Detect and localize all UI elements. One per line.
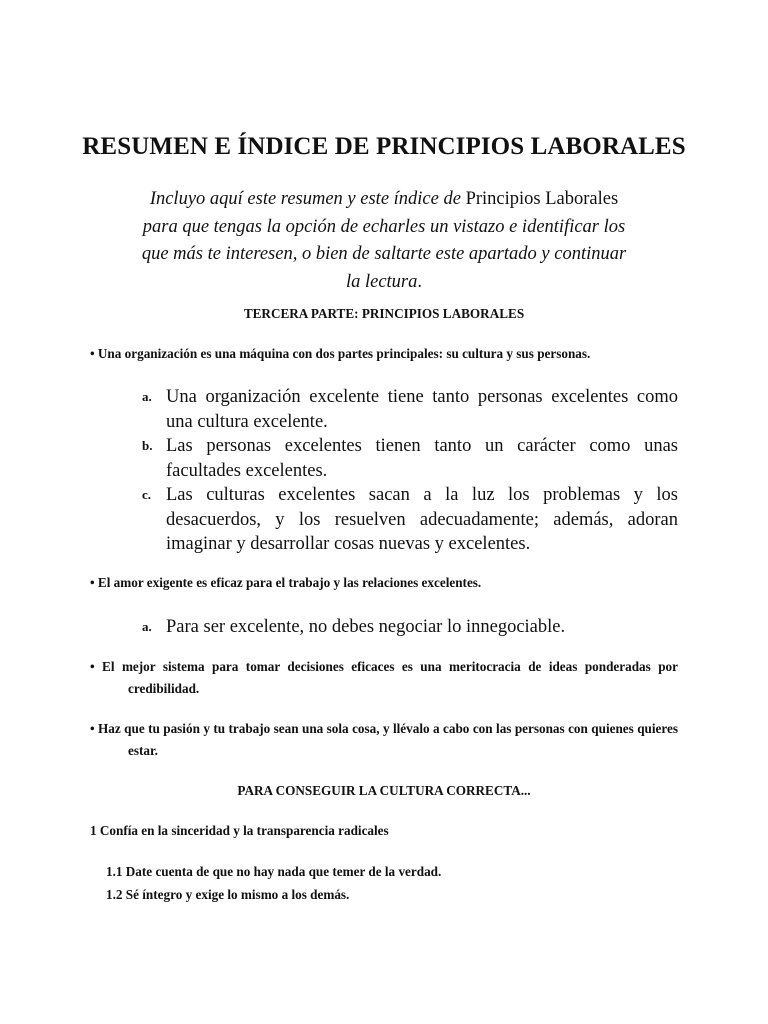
intro-paragraph	[134, 186, 634, 296]
intro-text-part1: Incluyo aquí este resumen y este índice de	[149, 189, 466, 209]
sub-item	[142, 482, 678, 557]
sub-item-marker: c.	[142, 487, 152, 502]
sub-item-text: Las culturas excelentes sacan a la luz los problemas y los desacuerdos, y los resuelven adecuadamente; además, adoran imaginar y desarrollar cosas nuevas y excelentes.	[166, 485, 678, 554]
intro-end-period: .	[417, 271, 423, 292]
sub-item-marker: a.	[142, 389, 152, 404]
intro-book-title: Principios Laborales	[465, 189, 619, 209]
section-heading: TERCERA PARTE: PRINCIPIOS LABORALES	[243, 306, 525, 321]
bullet-item: • El amor exigente es eficaz para el trabajo y las relaciones excelentes.	[90, 575, 482, 590]
intro-text-part2: para que tengas la opción de echarles un vistazo e identificar los que más te interesen, o bien de saltarte este apartado y continuar la lectura	[141, 216, 627, 292]
sub-item-text: Las personas excelentes tienen tanto un carácter como unas facultades excelentes.	[166, 436, 678, 481]
culture-heading: PARA CONSEGUIR LA CULTURA CORRECTA...	[237, 783, 531, 798]
sub-item-marker: a.	[142, 619, 152, 634]
bullet-item: • El mejor sistema para tomar decisiones eficaces es una meritocracia de ideas ponderadas por credibilidad.	[90, 659, 678, 696]
sub-item	[142, 614, 678, 640]
bullet-item: • Haz que tu pasión y tu trabajo sean una sola cosa, y llévalo a cabo con las personas con quienes quieres estar.	[90, 721, 678, 758]
sub-item-text: Para ser excelente, no debes negociar lo innegociable.	[166, 617, 566, 637]
page-title: RESUMEN E ÍNDICE DE PRINCIPIOS LABORALES	[82, 133, 686, 160]
sub-item-text: Una organización excelente tiene tanto personas excelentes como una cultura excelente.	[166, 387, 678, 432]
bullet-item: • Una organización es una máquina con dos partes principales: su cultura y sus personas.	[90, 346, 591, 361]
index-item: 1 Confía en la sinceridad y la transparencia radicales	[90, 823, 389, 838]
sub-item-marker: b.	[142, 438, 153, 453]
index-subitem: 1.1 Date cuenta de que no hay nada que temer de la verdad.	[106, 864, 442, 879]
sub-item	[142, 384, 678, 434]
sub-item	[142, 433, 678, 483]
index-subitem: 1.2 Sé íntegro y exige lo mismo a los demás.	[106, 887, 350, 902]
